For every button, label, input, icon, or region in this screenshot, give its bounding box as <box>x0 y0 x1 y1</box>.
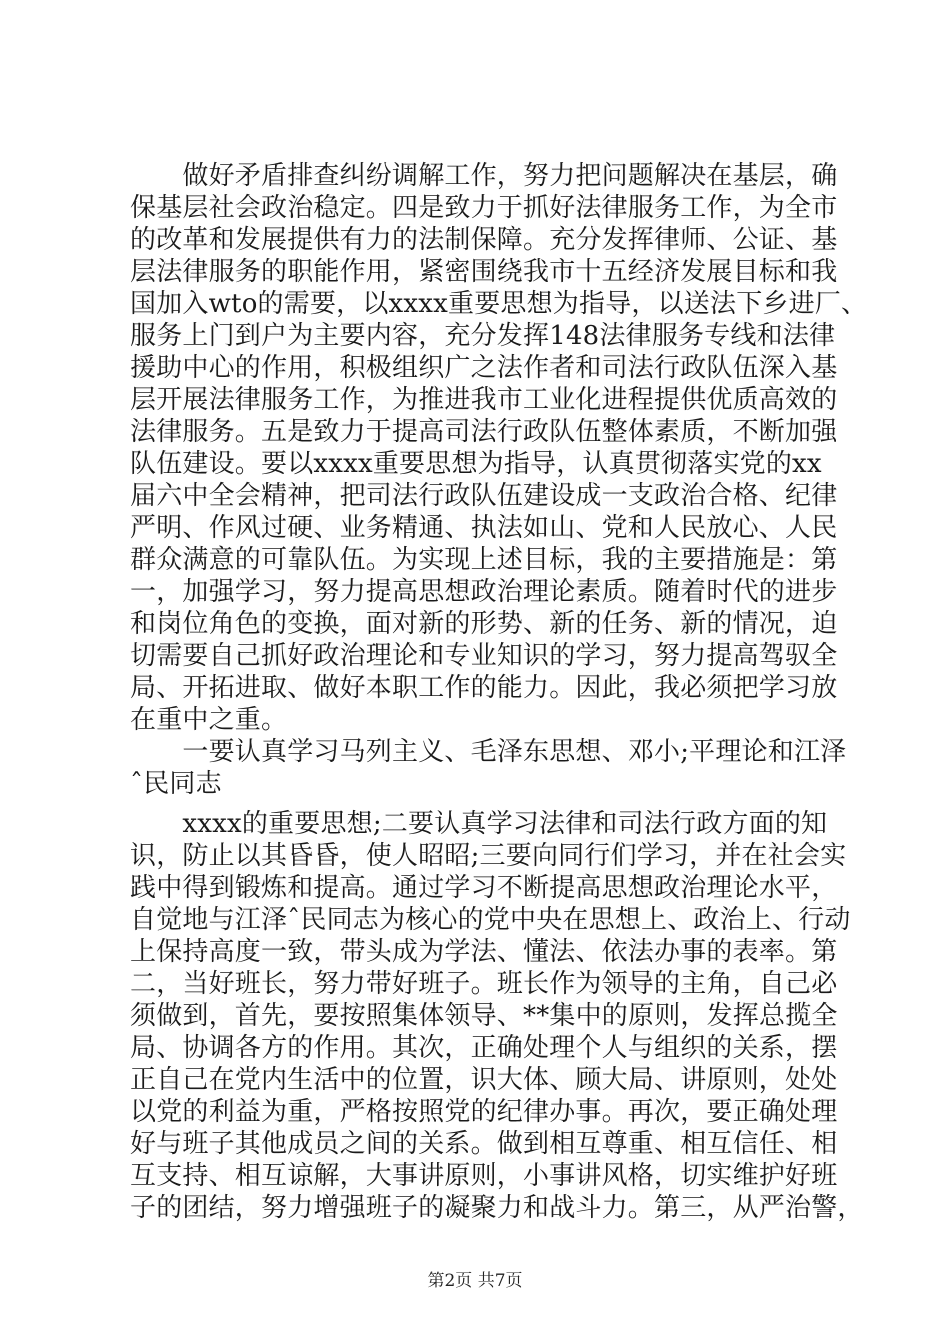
text-line: 和岗位角色的变换，面对新的形势、新的任务、新的情况，迫 <box>130 609 838 639</box>
text-line: 一，加强学习，努力提高思想政治理论素质。随着时代的进步 <box>130 577 838 607</box>
text-line: 队伍建设。要以xxxx重要思想为指导，认真贯彻落实党的xx <box>130 449 822 479</box>
text-line: 群众满意的可靠队伍。为实现上述目标，我的主要措施是：第 <box>130 545 838 575</box>
text-line: 识，防止以其昏昏，使人昭昭;三要向同行们学习，并在社会实 <box>130 841 847 871</box>
text-line: 子的团结，努力增强班子的凝聚力和战斗力。第三，从严治警， <box>130 1193 864 1223</box>
text-line: 服务上门到户为主要内容，充分发挥148法律服务专线和法律 <box>130 321 836 351</box>
text-line: 保基层社会政治稳定。四是致力于抓好法律服务工作，为全市 <box>130 193 838 223</box>
text-line: 须做到，首先，要按照集体领导、**集中的原则，发挥总揽全 <box>130 1001 838 1031</box>
text-line: 国加入wto的需要，以xxxx重要思想为指导，以送法下乡进厂、 <box>130 289 868 319</box>
text-line: 正自己在党内生活中的位置，识大体、顾大局、讲原则，处处 <box>130 1065 838 1095</box>
text-line: 一要认真学习马列主义、毛泽东思想、邓小;平理论和江泽 <box>130 737 847 767</box>
text-line: 严明、作风过硬、业务精通、执法如山、党和人民放心、人民 <box>130 513 838 543</box>
text-line: 在重中之重。 <box>130 705 288 735</box>
text-line: 切需要自己抓好政治理论和专业知识的学习，努力提高驾驭全 <box>130 641 838 671</box>
text-line: 援助中心的作用，积极组织广之法作者和司法行政队伍深入基 <box>130 353 838 383</box>
text-line: ˆ民同志 <box>130 769 222 799</box>
text-line: 做好矛盾排查纠纷调解工作，努力把问题解决在基层，确 <box>130 161 838 191</box>
page-footer: 第2页 共7页 <box>427 1271 523 1291</box>
text-line: 二，当好班长，努力带好班子。班长作为领导的主角，自己必 <box>130 969 838 999</box>
text-line: 局、协调各方的作用。其次，正确处理个人与组织的关系，摆 <box>130 1033 838 1063</box>
text-line: 局、开拓进取、做好本职工作的能力。因此，我必须把学习放 <box>130 673 838 703</box>
text-line: 的改革和发展提供有力的法制保障。充分发挥律师、公证、基 <box>130 225 838 255</box>
text-line: 上保持高度一致，带头成为学法、懂法、依法办事的表率。第 <box>130 937 838 967</box>
text-line: xxxx的重要思想;二要认真学习法律和司法行政方面的知 <box>130 809 828 839</box>
text-line: 好与班子其他成员之间的关系。做到相互尊重、相互信任、相 <box>130 1129 838 1159</box>
text-line: 践中得到锻炼和提高。通过学习不断提高思想政治理论水平， <box>130 873 838 903</box>
text-line: 层开展法律服务工作，为推进我市工业化进程提供优质高效的 <box>130 385 838 415</box>
text-line: 互支持、相互谅解，大事讲原则，小事讲风格，切实维护好班 <box>130 1161 838 1191</box>
text-line: 以党的利益为重，严格按照党的纪律办事。再次，要正确处理 <box>130 1097 838 1127</box>
text-line: 届六中全会精神，把司法行政队伍建设成一支政治合格、纪律 <box>130 481 838 511</box>
text-line: 自觉地与江泽ˆ民同志为核心的党中央在思想上、政治上、行动 <box>130 905 851 935</box>
text-line: 法律服务。五是致力于提高司法行政队伍整体素质，不断加强 <box>130 417 838 447</box>
text-line: 层法律服务的职能作用，紧密围绕我市十五经济发展目标和我 <box>130 257 838 287</box>
